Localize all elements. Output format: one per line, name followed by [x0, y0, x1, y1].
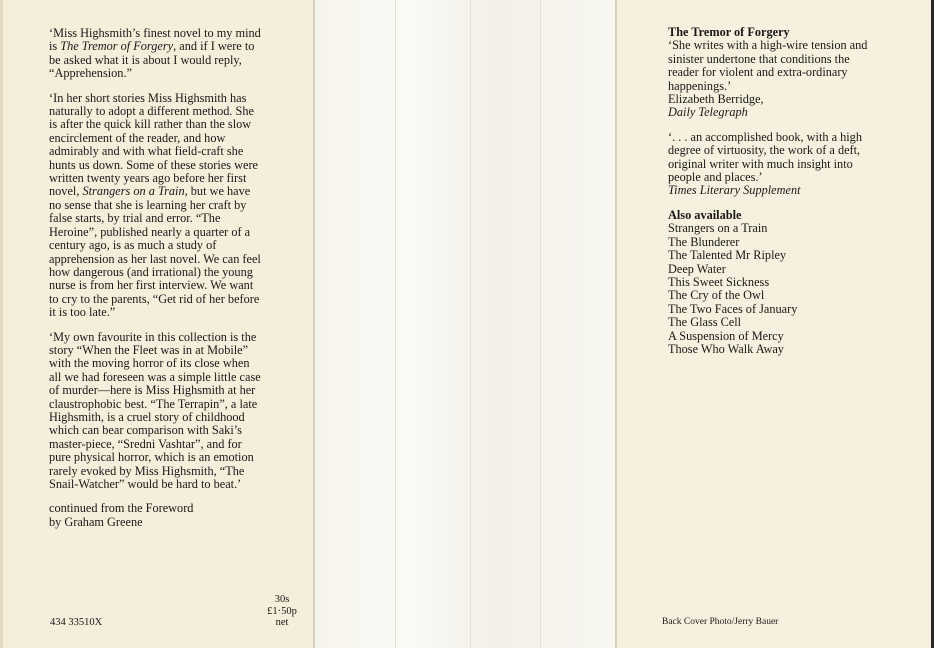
spine-panel: [315, 0, 617, 648]
price-block: 30s £1·50p net: [267, 594, 297, 628]
spine-crease: [540, 0, 541, 648]
quote-1: ‘She writes with a high-wire tension and sinister undertone that conditions the reader for violent and extra-ordinary happenings.’ Elizabeth Berridge, Daily Telegraph: [668, 38, 868, 120]
isbn-number: 434 33510X: [50, 617, 103, 628]
also-available-heading: Also available: [668, 207, 742, 222]
book-heading: The Tremor of Forgery: [668, 25, 790, 39]
list-item: Strangers on a Train: [668, 221, 768, 236]
list-item: The Talented Mr Ripley: [668, 248, 787, 263]
list-item: The Glass Cell: [668, 315, 742, 330]
review-paragraph-2: ‘In her short stories Miss Highsmith has naturally to adopt a different method. She is after the quick kill rather than the slow encirclement of the reader, and how admirably and with what field-craft she hunts us down. Some of these stories were written twenty years ago before her first novel, Strangers on a Train, but we have no sense that she is learning her craft by false starts, by trial and error. “The Heroine”, published nearly a quarter of a century ago, is as much a study of apprehension as her last novel. We can feel how dangerous (and irrational) the young nurse is from her first interview. We want to cry to the parents, “Get rid of her before it is too late.”: [49, 90, 261, 320]
list-item: The Two Faces of January: [668, 301, 798, 316]
left-fold-line: [313, 0, 315, 648]
spine-crease: [395, 0, 396, 648]
spine-crease: [470, 0, 471, 648]
right-fold-line: [615, 0, 617, 648]
left-edge: [0, 0, 3, 648]
review-paragraph-1: ‘Miss Highsmith’s finest novel to my mind is The Tremor of Forgery, and if I were to be asked what it is about I would reply, “Apprehension.”: [49, 26, 261, 81]
list-item: Those Who Walk Away: [668, 341, 784, 356]
list-item: The Cry of the Owl: [668, 288, 765, 303]
list-item: A Suspension of Mercy: [668, 328, 784, 343]
list-item: This Sweet Sickness: [668, 274, 770, 289]
list-item: The Blunderer: [668, 234, 740, 249]
right-flap-text: [668, 26, 883, 356]
also-available-list: [668, 222, 883, 356]
review-paragraph-3: ‘My own favourite in this collection is the story “When the Fleet was in at Mobile” with the moving horror of its close when all we had foreseen was a simple little case of murder—here is Miss Highsmith at her claustrophobic best. “The Terrapin”, a late Highsmith, is a cruel story of childhood which can bear comparison with Saki’s master-piece, “Sredni Vashtar”, and for pure physical horror, which is an emotion rarely evoked by Miss Highsmith, “The Snail-Watcher” would be hard to beat.’: [49, 329, 261, 491]
list-item: Deep Water: [668, 261, 726, 276]
photo-credit: Back Cover Photo/Jerry Bauer: [662, 617, 779, 627]
left-flap-text: [49, 27, 261, 529]
attribution: continued from the Foreword by Graham Greene: [49, 501, 194, 529]
quote-2: ‘. . . an accomplished book, with a high degree of virtuosity, the work of a deft, original writer with much insight into people and places.’ Times Literary Supplement: [668, 129, 862, 198]
